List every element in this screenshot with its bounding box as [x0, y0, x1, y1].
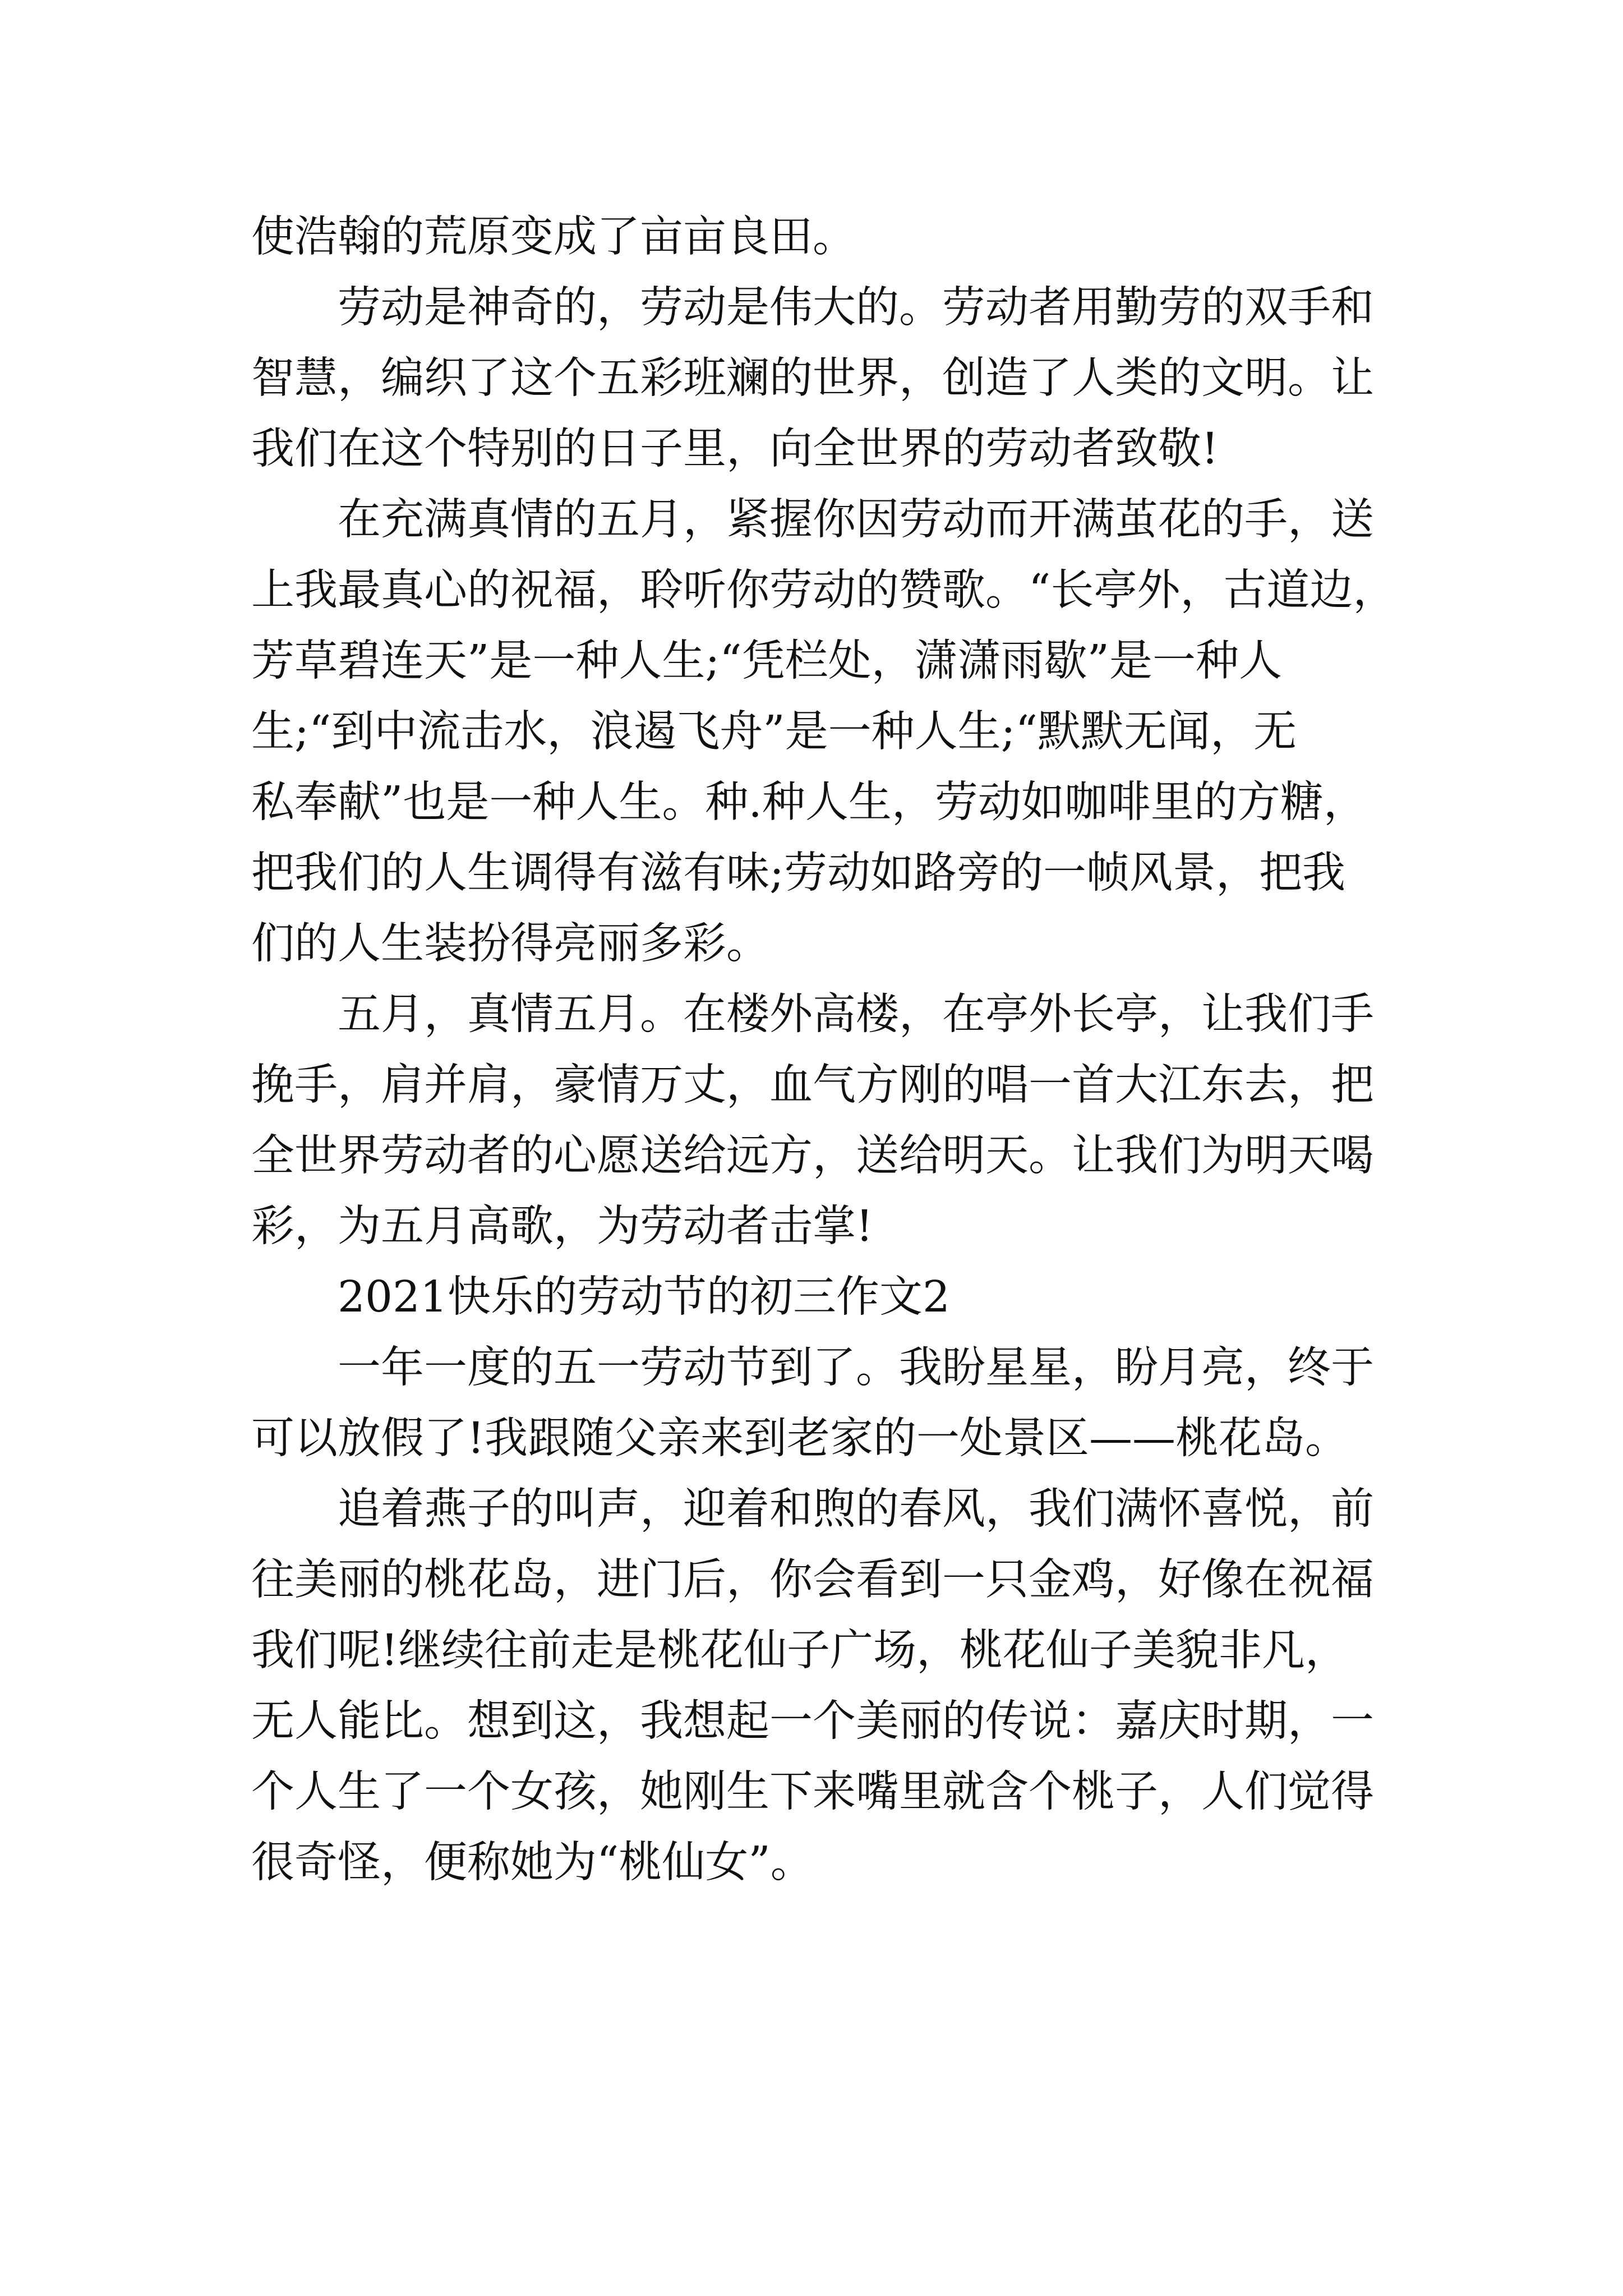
text-line: 很奇怪，便称她为“桃仙女”。 — [251, 1838, 814, 1888]
text-line: 全世界劳动者的心愿送给远方，送给明天。让我们为明天喝 — [251, 1131, 1374, 1181]
text-line: 把我们的人生调得有滋有味;劳动如路旁的一帧风景，把我 — [251, 848, 1345, 898]
paragraph-start-line: 在充满真情的五月，紧握你因劳动而开满茧花的手，送 — [338, 495, 1374, 545]
text-line: 我们呢!继续往前走是桃花仙子广场，桃花仙子美貌非凡， — [251, 1626, 1348, 1676]
text-line: 生;“到中流击水，浪遏飞舟”是一种人生;“默默无闻，无 — [251, 707, 1297, 757]
text-line: 们的人生装扮得亮丽多彩。 — [251, 919, 769, 969]
text-line: 私奉献”也是一种人生。种.种人生，劳动如咖啡里的方糖， — [251, 777, 1367, 827]
text-line: 我们在这个特别的日子里，向全世界的劳动者致敬! — [251, 424, 1219, 474]
text-line: 上我最真心的祝福，聆听你劳动的赞歌。“长亭外，古道边， — [251, 565, 1396, 615]
section-heading: 2021快乐的劳动节的初三作文2 — [338, 1272, 950, 1322]
text-line: 无人能比。想到这，我想起一个美丽的传说：嘉庆时期，一 — [251, 1696, 1374, 1746]
text-line: 智慧，编织了这个五彩班斓的世界，创造了人类的文明。让 — [251, 353, 1374, 403]
text-line: 可以放假了!我跟随父亲来到老家的一处景区——桃花岛。 — [251, 1414, 1348, 1464]
text-line: 彩，为五月高歌，为劳动者击掌! — [251, 1202, 873, 1251]
text-line: 使浩翰的荒原变成了亩亩良田。 — [251, 212, 856, 262]
paragraph-start-line: 五月，真情五月。在楼外高楼，在亭外长亭，让我们手 — [338, 990, 1374, 1039]
text-line: 挽手，肩并肩，豪情万丈，血气方刚的唱一首大江东去，把 — [251, 1060, 1374, 1110]
paragraph-start-line: 一年一度的五一劳动节到了。我盼星星，盼月亮，终于 — [338, 1343, 1374, 1393]
paragraph-start-line: 追着燕子的叫声，迎着和煦的春风，我们满怀喜悦，前 — [338, 1484, 1374, 1534]
text-line: 芳草碧连天”是一种人生;“凭栏处，潇潇雨歇”是一种人 — [251, 636, 1283, 686]
paragraph-start-line: 劳动是神奇的，劳动是伟大的。劳动者用勤劳的双手和 — [338, 283, 1374, 333]
text-line: 个人生了一个女孩，她刚生下来嘴里就含个桃子，人们觉得 — [251, 1767, 1374, 1817]
document-body — [251, 202, 1396, 1898]
text-line: 往美丽的桃花岛，进门后，你会看到一只金鸡，好像在祝福 — [251, 1555, 1374, 1605]
